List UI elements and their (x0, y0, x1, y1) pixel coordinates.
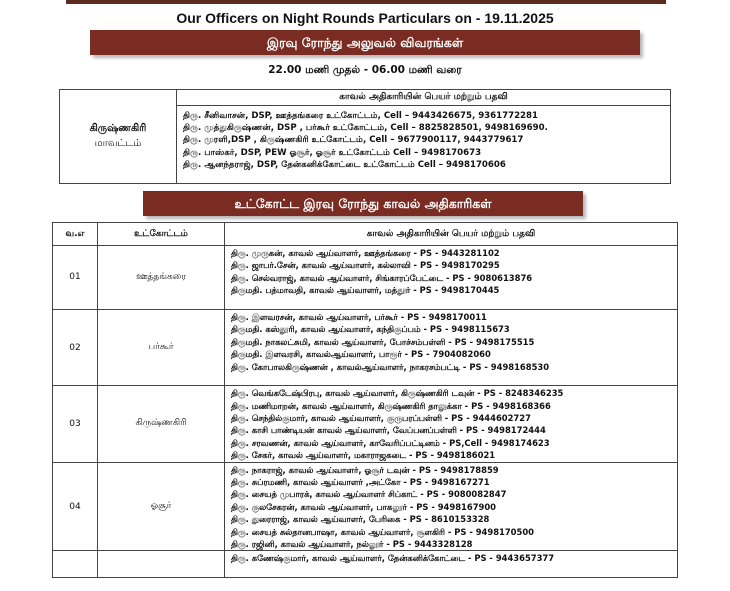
table-row (53, 386, 678, 462)
officer-line: திரு. ஜாபர்.சேன், காவல் ஆய்வாளர், கல்லாவி - PS - 9498170295 (231, 260, 500, 271)
officer-line: திரு. சுப்ரமணி, காவல் ஆய்வாளர் ,அட்கோ - PS - 9498167271 (231, 477, 490, 488)
row-officers (225, 551, 678, 578)
officer-line-spacer (231, 373, 677, 385)
officer-line: திரு. சேகர், காவல் ஆய்வாளர், மகாராஜகடை - PS - 9498186021 (231, 450, 496, 461)
table-row (53, 309, 678, 385)
district-cell (60, 90, 177, 183)
officer-line: திரு. வெங்கடேஷ்பிரபு, காவல் ஆய்வாளர், கிருஷ்ணகிரி டவுன் - PS - 8248346235 (231, 388, 564, 399)
officer-line: திருமதி. கஸ்தூரி, காவல் ஆய்வாளர், கந்திகுப்பம் - PS - 9498115673 (231, 324, 510, 335)
page-title: Our Officers on Night Rounds Particulars on - 19.11.2025 (176, 10, 554, 26)
district-officer-line: திரு. பாஸ்கர், DSP, PEW ஓசூர், ஓசூர் உட்கோட்டம் Cell – 9498170673 (183, 147, 482, 158)
district-officer-line: திரு. சீனிவாசன், DSP, ஊத்தங்கரை உட்கோட்டம், Cell – 9443426675, 9361772281 (183, 111, 538, 121)
row-subdivision: ஊத்தங்கரை (98, 246, 225, 310)
officer-line: திரு. குலசேகரன், காவல் ஆய்வாளர், பாகலூர் - PS - 9498167900 (231, 501, 497, 512)
row-serial: 04 (53, 462, 98, 551)
table-row (53, 551, 678, 578)
subdivision-officers-table (52, 222, 678, 578)
officer-line: திரு. கோபாலகிருஷ்ணன் , காவல்ஆய்வாளர், நாகரசம்பட்டி - PS - 9498168530 (231, 361, 550, 372)
table-row (53, 462, 678, 551)
row-subdivision: ஓசூர் (98, 462, 225, 551)
top-rule (66, 0, 666, 4)
row-subdivision: பர்கூர் (98, 309, 225, 385)
district-officer-line: திரு. ஆனந்தராஜ், DSP, தேன்கனிக்கோட்டை உட்கோட்டம் Cell – 9498170606 (183, 159, 506, 170)
row-officers (225, 462, 678, 551)
officer-line: திருமதி. இளவரசி, காவல்ஆய்வாளர், பாரூர் - PS - 7904082060 (231, 349, 491, 360)
officer-line-spacer (231, 565, 677, 577)
col-header-serial: வ.எ (53, 223, 98, 246)
row-serial: 03 (53, 386, 98, 462)
row-officers (225, 309, 678, 385)
district-officers-header: காவல் அதிகாரியின் பெயர் மற்றும் பதவி (177, 90, 670, 106)
table-header-row (53, 223, 678, 246)
section-banner-night-rounds: இரவு ரோந்து அலுவல் விவரங்கள் (90, 30, 640, 55)
row-officers (225, 386, 678, 462)
officer-line: திரு. மணிமாறன், காவல் ஆய்வாளர், கிருஷ்ணகிரி தாலுக்கா - PS - 9498168366 (231, 400, 551, 411)
row-subdivision (98, 551, 225, 578)
officer-line: திரு. துரைராஜ், காவல் ஆய்வாளர், பேரிகை - PS - 8610153328 (231, 514, 490, 525)
district-officer-list (183, 110, 668, 171)
row-officers (225, 246, 678, 310)
district-officer-line: திரு. முரளி,DSP , கிருஷ்ணகிரி உட்கோட்டம், Cell – 9677900117, 9443779617 (183, 135, 524, 146)
district-officer-line: திரு. முத்துகிருஷ்ணன், DSP , பர்கூர் உட்கோட்டம், Cell – 8825828501, 9498169690. (183, 123, 548, 134)
col-header-subdivision: உட்கோட்டம் (98, 223, 225, 246)
officer-line: திரு. முருகன், காவல் ஆய்வாளர், ஊத்தங்கரை - PS - 9443281102 (231, 248, 500, 258)
col-header-officer: காவல் அதிகாரியின் பெயர் மற்றும் பதவி (225, 223, 678, 246)
officer-line: திரு. சையத் சுல்தானபாஷா, காவல் ஆய்வாளர், சூளகிரி - PS - 9498170500 (231, 526, 534, 537)
row-serial: 02 (53, 309, 98, 385)
officer-line: திரு. சரவணன், காவல் ஆய்வாளர், காவேரிப்பட்டினம் - PS,Cell - 9498174623 (231, 437, 550, 448)
row-serial (53, 551, 98, 578)
officer-line: திரு. செந்தில்குமார், காவல் ஆய்வாளர், குருபரப்பள்ளி - PS - 9444602727 (231, 413, 531, 424)
district-officers-box (59, 89, 671, 184)
officer-line: திரு. காசி பாண்டியன் காவல் ஆய்வாளர், வேப்பனப்பள்ளி - PS - 9498172444 (231, 425, 546, 436)
officer-line-spacer (231, 297, 677, 309)
officer-line: திருமதி. நாகலட்சுமி, காவல் ஆய்வாளர், போச்சம்பள்ளி - PS - 9498175515 (231, 336, 535, 347)
officer-line: திரு. இளவரசன், காவல் ஆய்வாளர், பர்கூர் - PS - 9498170011 (231, 311, 487, 322)
row-subdivision: கிருஷ்ணகிரி (98, 386, 225, 462)
table-row (53, 246, 678, 310)
officer-line: திருமதி. பத்மாவதி, காவல் ஆய்வாளர், மத்தூர் - PS - 9498170445 (231, 285, 500, 296)
time-range: 22.00 மணி முதல் - 06.00 மணி வரை (268, 64, 462, 76)
district-type: மாவட்டம் (94, 138, 142, 149)
district-name: கிருஷ்ணகிரி (89, 123, 147, 134)
officer-line: திரு. நாகராஜ், காவல் ஆய்வாளர், ஓசூர் டவுன் - PS - 9498178859 (231, 464, 499, 475)
officer-line: திரு. செல்வராஜ், காவல் ஆய்வாளர், சிங்காரப்பேட்டை - PS - 9080613876 (231, 272, 533, 283)
section-banner-subdivision-officers: உட்கோட்ட இரவு ரோந்து காவல் அதிகாரிகள் (143, 191, 583, 216)
officer-line: திரு. ரஜினி, காவல் ஆய்வாளர், நல்லூர் - PS - 9443328128 (231, 538, 473, 549)
row-serial: 01 (53, 246, 98, 310)
officer-line: திரு. சையத் முபாரக், காவல் ஆய்வாளர் சிப்காட் - PS - 9080082847 (231, 489, 507, 500)
officer-line: திரு. கணேஷ்குமார், காவல் ஆய்வாளர், தேன்கனிக்கோட்டை - PS - 9443657377 (231, 553, 555, 564)
